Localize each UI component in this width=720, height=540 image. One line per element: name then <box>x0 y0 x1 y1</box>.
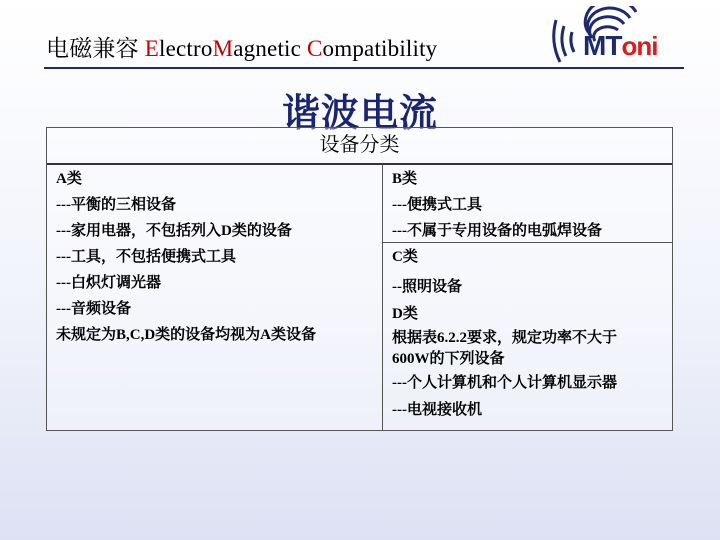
classification-table <box>46 127 673 431</box>
table-header: 设备分类 <box>47 128 672 165</box>
header-divider <box>44 67 684 69</box>
class-a-cell <box>56 166 316 348</box>
header-title-m-rest: agnetic <box>233 36 302 61</box>
class-a-item: ---家用电器，不包括列入D类的设备 <box>56 223 292 239</box>
column-divider <box>382 165 383 430</box>
header-title-c-rest: ompatibility <box>322 36 438 61</box>
class-b-heading: B类 <box>392 171 418 187</box>
class-a-heading: A类 <box>56 171 82 187</box>
logo-wordmark <box>583 32 657 60</box>
class-a-item: ---工具，不包括便携式工具 <box>56 249 236 265</box>
class-a-item: ---平衡的三相设备 <box>56 197 176 213</box>
class-d-item: ---个人计算机和个人计算机显示器 <box>392 375 617 391</box>
class-d-requirement: 根据表6.2.2要求，规定功率不大于 <box>392 330 618 346</box>
class-d-heading: D类 <box>392 306 418 322</box>
class-a-note: 未规定为B,C,D类的设备均视为A类设备 <box>56 327 317 343</box>
header-title-e-rest: lectro <box>159 36 213 61</box>
header-title-cn: 电磁兼容 <box>46 36 139 61</box>
class-b-item: ---不属于专用设备的电弧焊设备 <box>392 223 602 239</box>
class-b-cell <box>392 166 602 244</box>
header-title-c-initial: C <box>307 36 323 61</box>
class-b-item: ---便携式工具 <box>392 197 482 213</box>
class-c-heading: C类 <box>392 249 418 265</box>
logo-oni: oni <box>621 31 658 61</box>
class-a-item: ---白炽灯调光器 <box>56 275 161 291</box>
logo-mt: MT <box>583 30 622 61</box>
class-c-d-cell <box>392 244 617 424</box>
class-c-item: --照明设备 <box>392 279 462 295</box>
header-title-e-initial: E <box>144 36 160 61</box>
header-title <box>46 30 437 63</box>
class-a-item: ---音频设备 <box>56 301 131 317</box>
class-d-requirement: 600W的下列设备 <box>392 351 505 367</box>
header-title-m-initial: M <box>212 36 234 61</box>
page-title: 谐波电流 <box>281 93 438 135</box>
class-d-item: ---电视接收机 <box>392 402 482 418</box>
